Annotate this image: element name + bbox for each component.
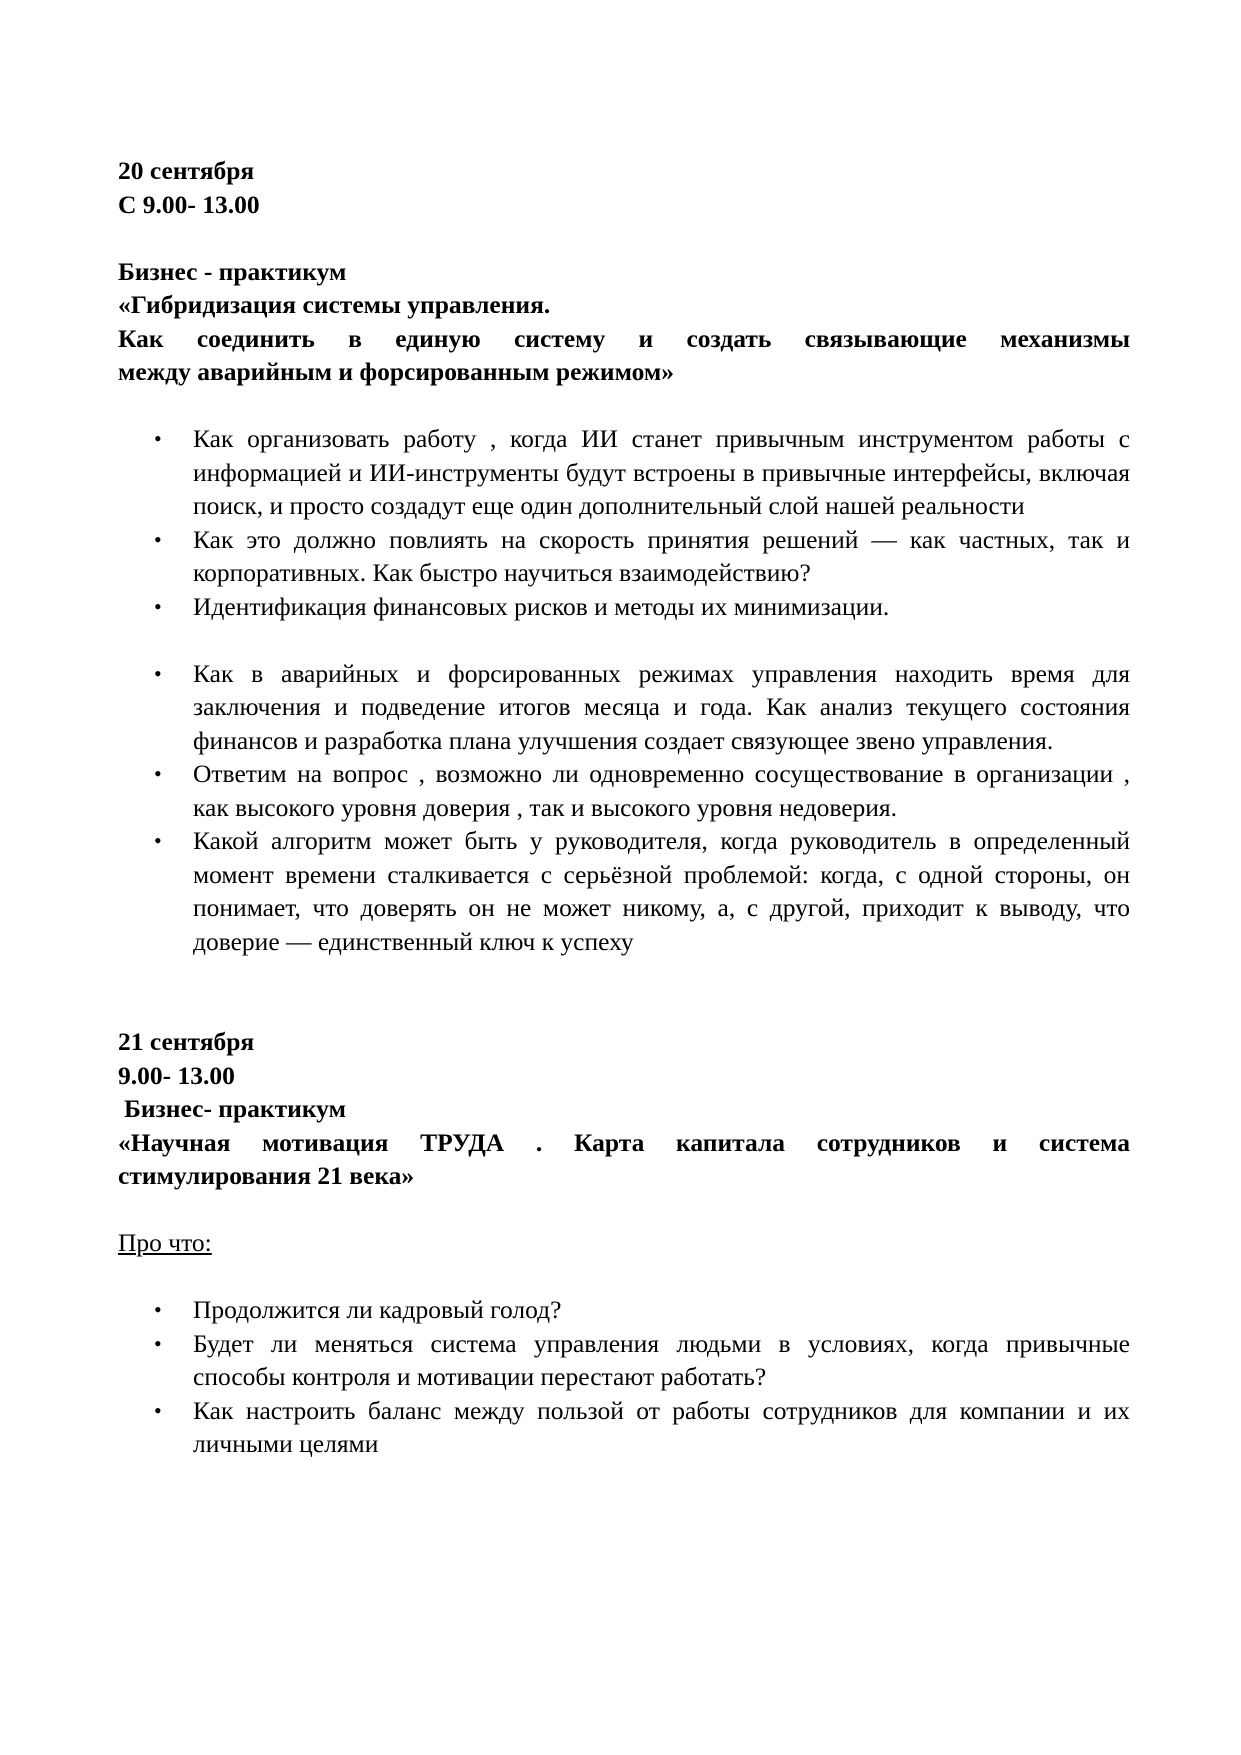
list-item: • Как организовать работу , когда ИИ станет привычным инструментом работы с информацией и ИИ-инструменты будут встроены в привычные интерфейсы, включая поиск, и просто создадут еще один дополнительный слой нашей реальности <box>118 422 1130 523</box>
event-title-line: «Гибридизация системы управления. <box>118 290 551 319</box>
event-date: 20 сентября <box>118 156 255 185</box>
about-label: Про что: <box>118 1228 212 1257</box>
list-item: • Как это должно повлиять на скорость принятия решений — как частных, так и корпоративных. Как быстро научиться взаимодействию? <box>118 523 1130 590</box>
list-item: • Какой алгоритм может быть у руководителя, когда руководитель в определенный момент времени сталкивается с серьёзной проблемой: когда, с одной стороны, он понимает, что доверять он не может никому, а, с другой, приходит к выводу, что доверие — единственный ключ к успеху <box>118 824 1130 958</box>
event-title <box>118 288 1130 389</box>
event-date: 21 сентября <box>118 1027 255 1056</box>
list-item: • Как в аварийных и форсированных режимах управления находить время для заключения и подведение итогов месяца и года. Как анализ текущего состояния финансов и разработка плана улучшения создает связующее звено управления. <box>118 657 1130 758</box>
event-title-line: «Научная мотивация ТРУДА . Карта капитала сотрудников и система <box>118 1127 1130 1157</box>
event-title-line: Как соединить в единую систему и создать связывающие механизмы <box>118 323 1130 353</box>
list-item: • Как настроить баланс между пользой от работы сотрудников для компании и их личными целями <box>118 1394 1130 1461</box>
topic-list <box>118 1293 1130 1461</box>
event-type: Бизнес - практикум <box>118 256 347 286</box>
event-time: С 9.00- 13.00 <box>118 189 260 219</box>
event-type: Бизнес- практикум <box>124 1094 346 1123</box>
event-title-line: между аварийным и форсированным режимом» <box>118 357 674 386</box>
event-time: 9.00- 13.00 <box>118 1060 235 1090</box>
topic-list <box>118 422 1130 958</box>
document-page <box>118 154 1130 1461</box>
event-title <box>118 1126 1130 1193</box>
list-item: • Идентификация финансовых рисков и методы их минимизации. <box>118 590 1130 624</box>
event-title-line: стимулирования 21 века» <box>118 1161 415 1190</box>
event-day-2 <box>118 1025 1130 1461</box>
list-item: • Продолжится ли кадровый голод? <box>118 1293 1130 1327</box>
list-item: • Ответим на вопрос , возможно ли одновременно сосуществование в организации , как высокого уровня доверия , так и высокого уровня недоверия. <box>118 757 1130 824</box>
event-day-1 <box>118 154 1130 958</box>
list-item: • Будет ли меняться система управления людьми в условиях, когда привычные способы контроля и мотивации перестают работать? <box>118 1327 1130 1394</box>
